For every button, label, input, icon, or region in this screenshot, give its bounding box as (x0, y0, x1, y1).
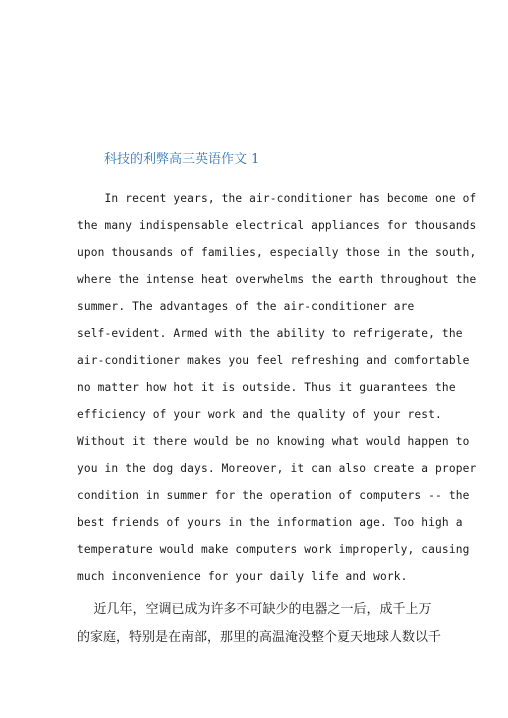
english-line: much inconvenience for your daily life and work. (77, 570, 408, 583)
english-paragraph (77, 190, 477, 595)
english-line: Without it there would be no knowing what would happen to (77, 435, 470, 448)
english-line: upon thousands of families, especially those in the south, (77, 246, 477, 259)
chinese-line: 的家庭，特别是在南部，那里的高温淹没整个夏天地球人数以千 (77, 630, 442, 645)
english-line: where the intense heat overwhelms the earth throughout the (77, 273, 477, 286)
chinese-paragraph (77, 601, 457, 657)
english-line: best friends of yours in the information age. Too high a (77, 516, 463, 529)
english-line: temperature would make computers work improperly, causing (77, 543, 470, 556)
english-line: summer. The advantages of the air-conditioner are (77, 300, 415, 313)
document-title: 科技的利弊高三英语作文 1 (104, 152, 260, 167)
english-line: air-conditioner makes you feel refreshing and comfortable (77, 354, 470, 367)
english-line: the many indispensable electrical appliances for thousands (77, 219, 477, 232)
english-line: you in the dog days. Moreover, it can also create a proper (77, 462, 477, 475)
english-line: condition in summer for the operation of computers -- the (77, 489, 470, 502)
english-line: self-evident. Armed with the ability to refrigerate, the (77, 327, 463, 340)
english-line: no matter how hot it is outside. Thus it guarantees the (77, 381, 456, 394)
english-line: In recent years, the air-conditioner has become one of (77, 192, 477, 205)
chinese-line: 近几年，空调已成为许多不可缺少的电器之一后，成千上万 (77, 602, 432, 617)
english-line: efficiency of your work and the quality of your rest. (77, 408, 442, 421)
